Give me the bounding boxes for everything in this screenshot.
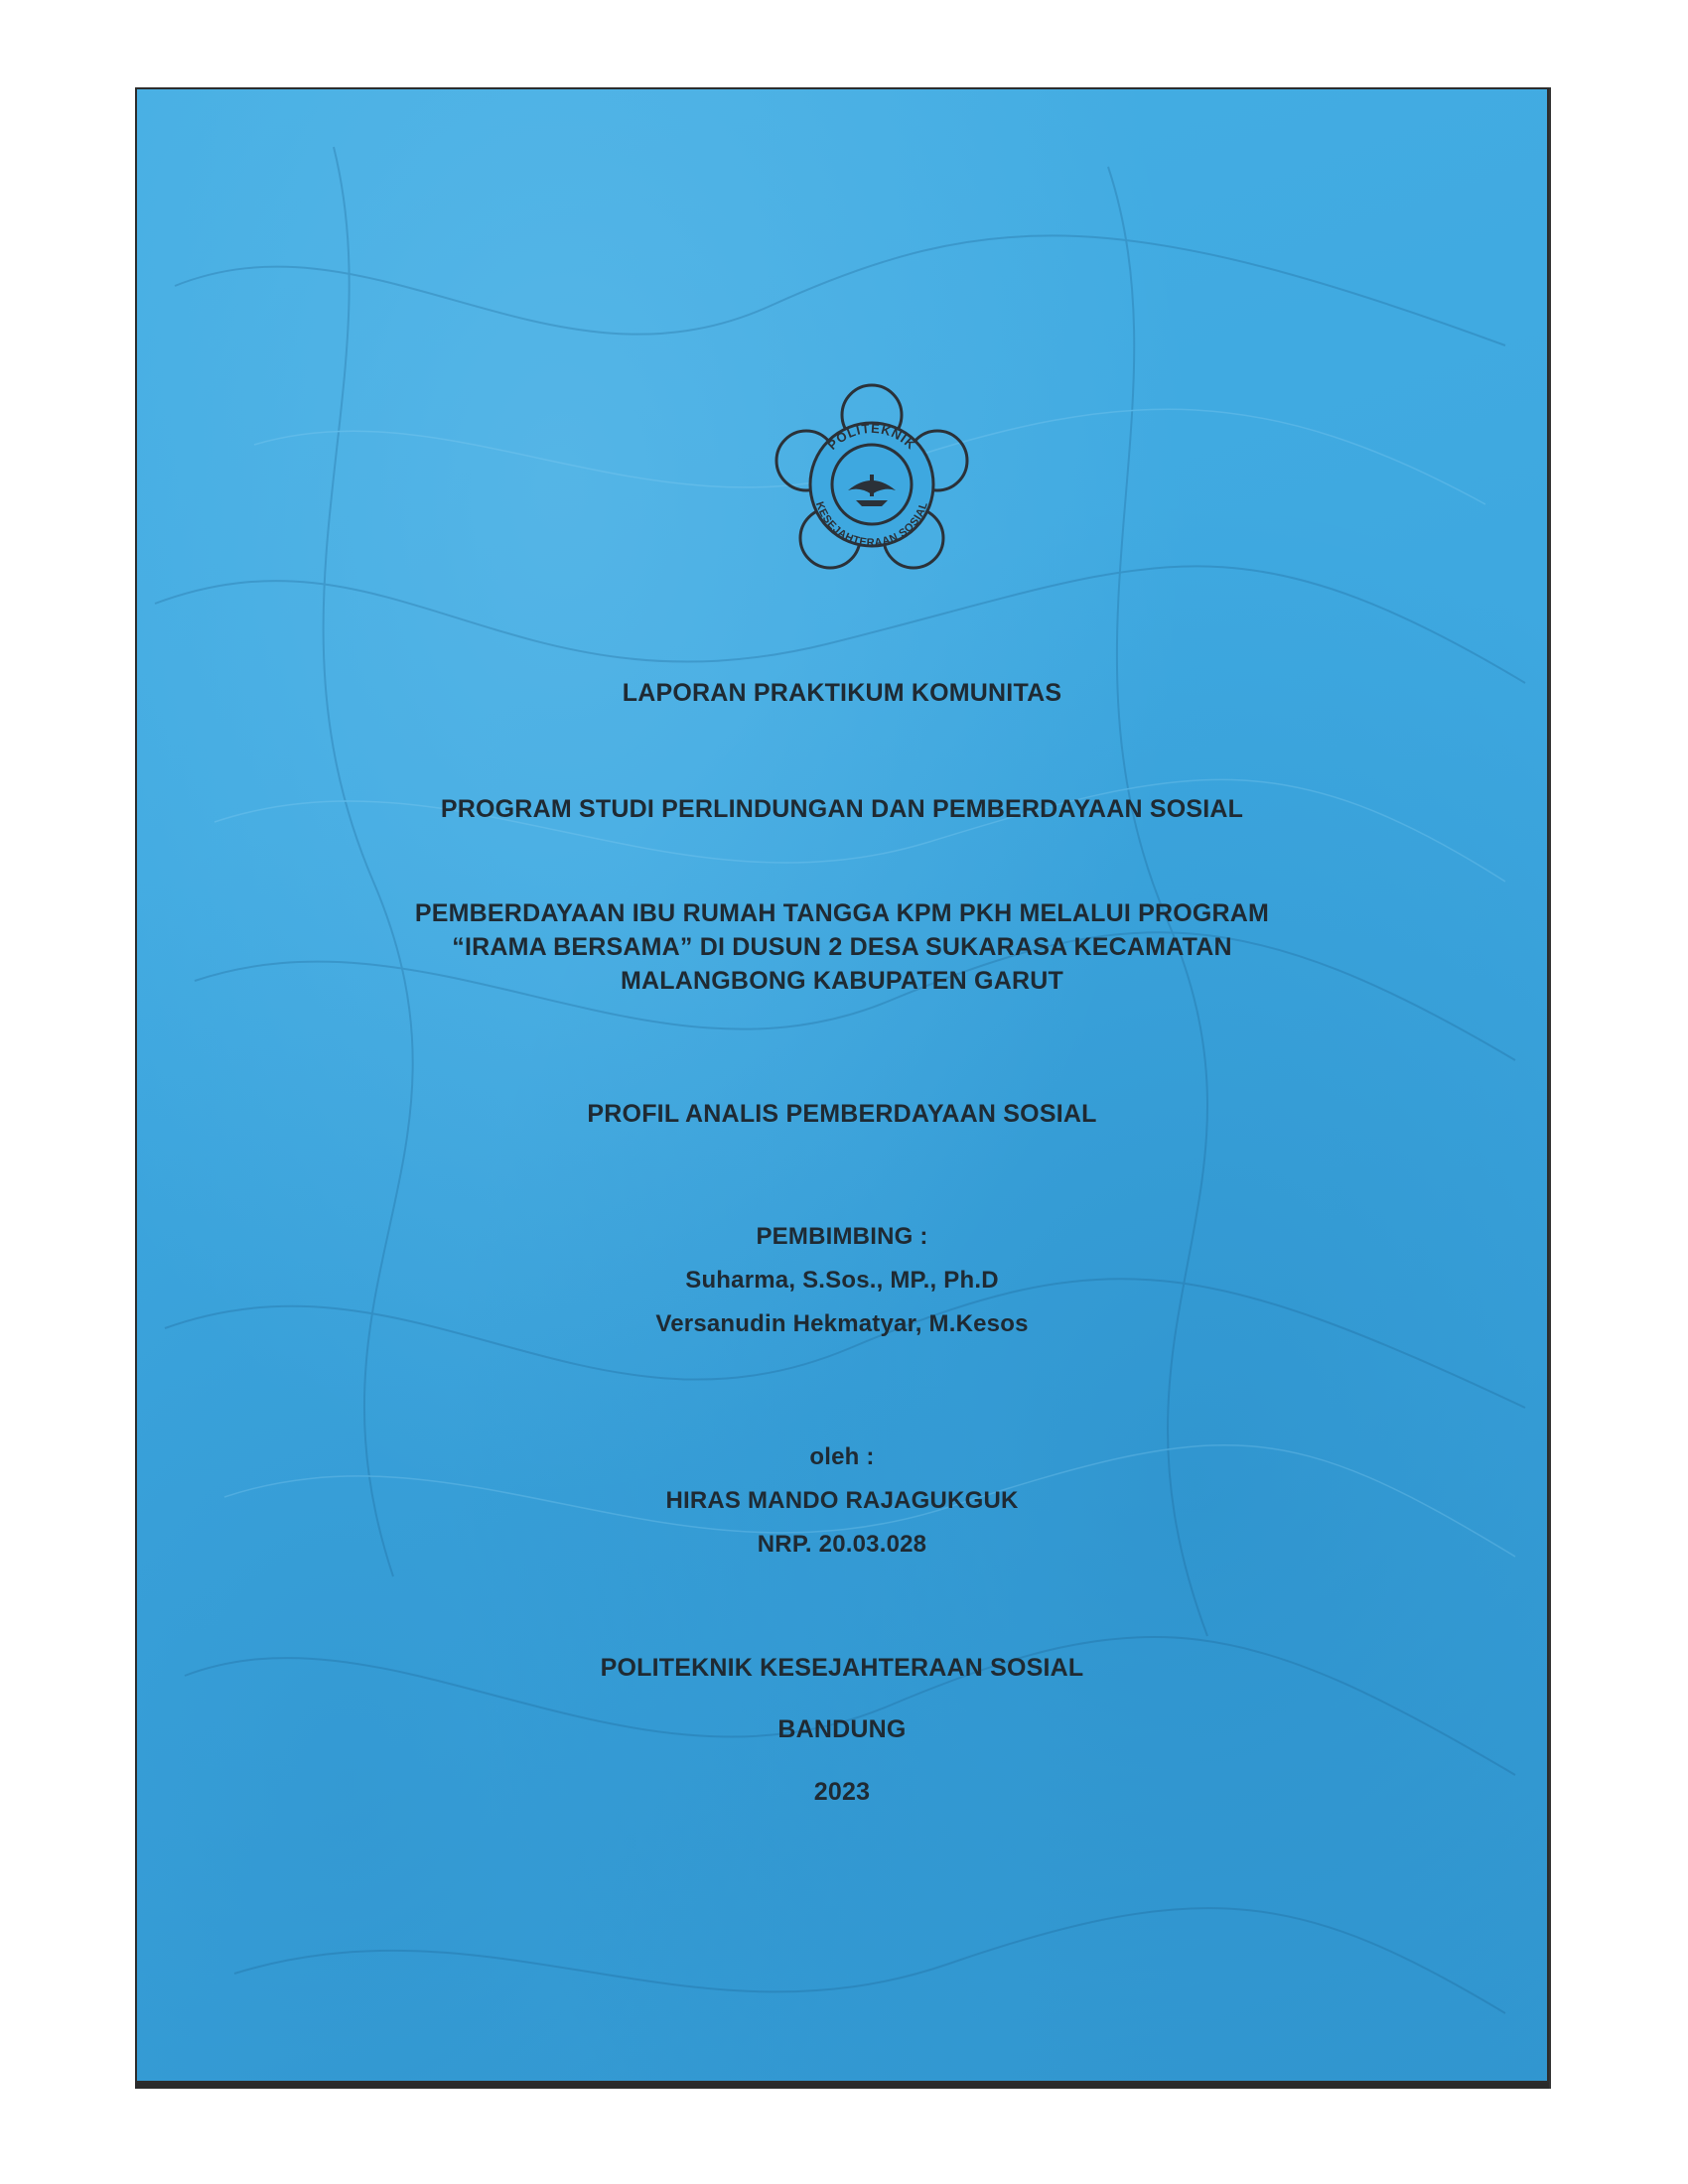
institution: POLITEKNIK KESEJAHTERAAN SOSIAL <box>600 1654 1084 1682</box>
supervisor-name: Suharma, S.Sos., MP., Ph.D <box>685 1267 999 1294</box>
profile-title: PROFIL ANALIS PEMBERDAYAAN SOSIAL <box>587 1100 1097 1128</box>
title-line: “IRAMA BERSAMA” DI DUSUN 2 DESA SUKARASA KECAMATAN <box>452 933 1232 961</box>
logo-text-bottom: KESEJAHTERAAN SOSIAL <box>812 499 931 550</box>
title-line: PEMBERDAYAAN IBU RUMAH TANGGA KPM PKH MELALUI PROGRAM <box>414 899 1270 927</box>
supervisor-label: PEMBIMBING : <box>756 1223 928 1250</box>
author-nrp: NRP. 20.03.028 <box>757 1531 927 1558</box>
study-program: PROGRAM STUDI PERLINDUNGAN DAN PEMBERDAYAAN SOSIAL <box>440 795 1244 823</box>
report-cover <box>135 87 1549 2083</box>
report-type: LAPORAN PRAKTIKUM KOMUNITAS <box>622 679 1062 707</box>
author-name: HIRAS MANDO RAJAGUKGUK <box>665 1487 1019 1514</box>
supervisor-name: Versanudin Hekmatyar, M.Kesos <box>655 1310 1029 1337</box>
year: 2023 <box>813 1778 871 1806</box>
author-label: oleh : <box>809 1443 875 1470</box>
title-line: MALANGBONG KABUPATEN GARUT <box>621 967 1063 995</box>
politeknik-logo <box>767 379 977 590</box>
logo-text-top: POLITEKNIK <box>824 420 919 453</box>
city: BANDUNG <box>777 1715 907 1743</box>
